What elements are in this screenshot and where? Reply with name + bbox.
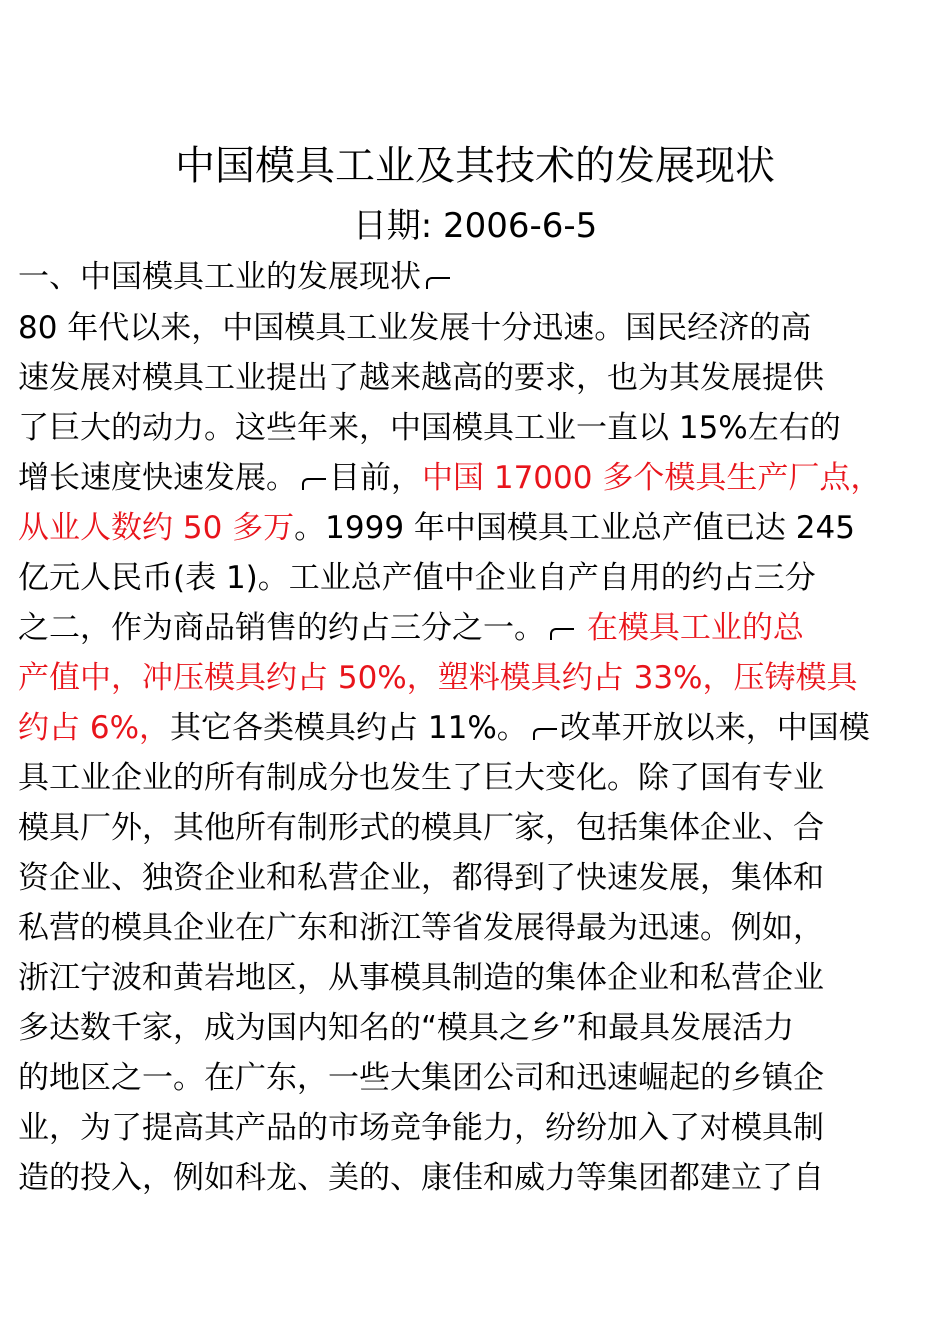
paragraph-line <box>18 555 938 605</box>
document-body <box>18 305 938 1205</box>
paragraph-return-mark-icon <box>547 622 575 640</box>
body-text: 之二，作为商品销售的约占三分之一。 <box>18 610 545 646</box>
paragraph-line <box>18 905 938 955</box>
body-text: 目前， <box>329 460 422 496</box>
paragraph-line <box>18 1105 938 1155</box>
body-text: 的地区之一。在广东，一些大集团公司和迅速崛起的乡镇企 <box>18 1060 824 1096</box>
body-text: 80 年代以来，中国模具工业发展十分迅速。国民经济的高 <box>18 310 812 346</box>
paragraph-line <box>18 855 938 905</box>
body-text: 。1999 年中国模具工业总产值已达 245 <box>294 510 855 546</box>
paragraph-line <box>18 605 938 655</box>
highlighted-text: 从业人数约 50 多万 <box>18 510 295 546</box>
highlighted-text: 中国 17000 多个模具生产厂点， <box>422 460 882 496</box>
paragraph-line <box>18 955 938 1005</box>
paragraph-line <box>18 805 938 855</box>
paragraph-line <box>18 1155 938 1205</box>
body-text: 业，为了提高其产品的市场竞争能力，纷纷加入了对模具制 <box>18 1110 824 1146</box>
highlighted-text: 约占 6%， <box>18 710 171 746</box>
paragraph-line <box>18 1055 938 1105</box>
paragraph-line <box>18 1005 938 1055</box>
body-text: 造的投入，例如科龙、美的、康佳和威力等集团都建立了自 <box>18 1160 824 1196</box>
paragraph-return-mark-icon <box>423 271 451 289</box>
paragraph-line <box>18 755 938 805</box>
body-text: 多达数千家，成为国内知名的“模具之乡”和最具发展活力 <box>18 1010 795 1046</box>
body-text: 资企业、独资企业和私营企业，都得到了快速发展，集体和 <box>18 860 824 896</box>
highlighted-text: 在模具工业的总 <box>577 610 804 646</box>
paragraph-line <box>18 655 938 705</box>
body-text: 私营的模具企业在广东和浙江等省发展得最为迅速。例如， <box>18 910 824 946</box>
paragraph-line <box>18 405 938 455</box>
paragraph-line <box>18 505 938 555</box>
body-text: 模具厂外，其他所有制形式的模具厂家，包括集体企业、合 <box>18 810 824 846</box>
paragraph-line <box>18 355 938 405</box>
paragraph-line <box>18 305 938 355</box>
paragraph-return-mark-icon <box>299 472 327 490</box>
body-text: 其它各类模具约占 11%。 <box>170 710 528 746</box>
body-text: 浙江宁波和黄岩地区，从事模具制造的集体企业和私营企业 <box>18 960 824 996</box>
paragraph-return-mark-icon <box>530 722 558 740</box>
highlighted-text: 产值中，冲压模具约占 50%，塑料模具约占 33%，压铸模具 <box>18 660 858 696</box>
section-heading-text: 一、中国模具工业的发展现状 <box>18 259 421 295</box>
body-text: 速发展对模具工业提出了越来越高的要求，也为其发展提供 <box>18 360 824 396</box>
paragraph-line <box>18 705 938 755</box>
body-text: 亿元人民币(表 1)。工业总产值中企业自产自用的约占三分 <box>18 560 816 596</box>
section-heading <box>18 255 453 299</box>
paragraph-line <box>18 455 938 505</box>
body-text: 改革开放以来，中国模 <box>559 710 870 746</box>
document-date: 日期: 2006-6-5 <box>352 206 598 246</box>
body-text: 了巨大的动力。这些年来，中国模具工业一直以 15%左右的 <box>18 410 841 446</box>
body-text: 增长速度快速发展。 <box>18 460 297 496</box>
body-text: 具工业企业的所有制成分也发生了巨大变化。除了国有专业 <box>18 760 824 796</box>
document-title: 中国模具工业及其技术的发展现状 <box>175 143 775 189</box>
